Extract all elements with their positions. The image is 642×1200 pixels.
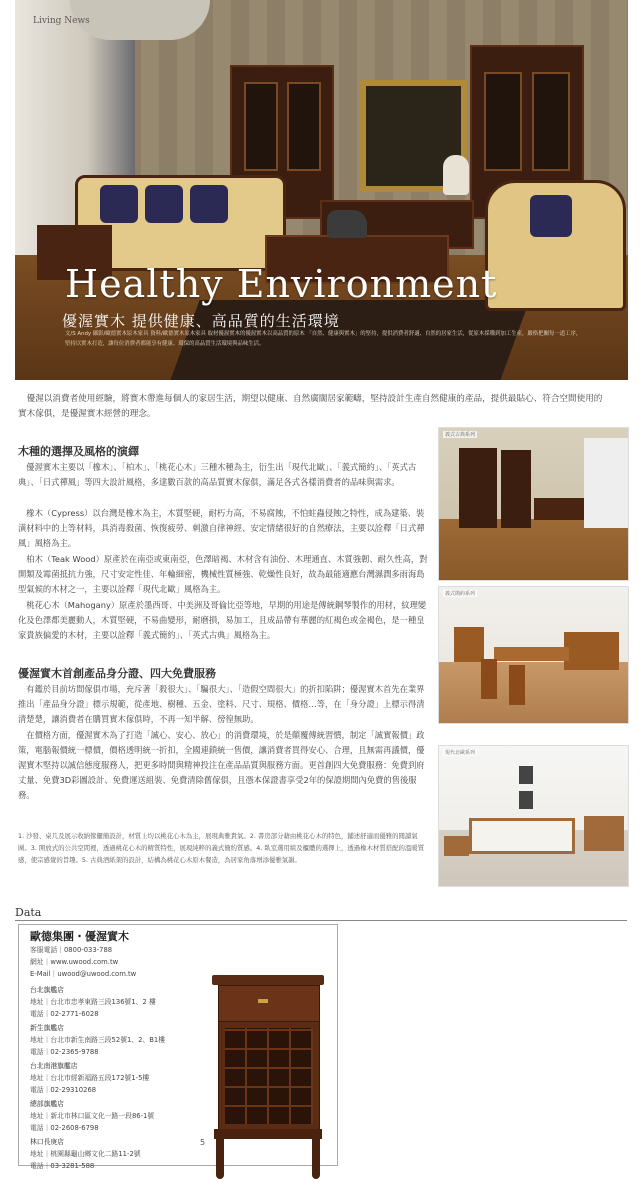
section-heading: 優渥實木首創產品身分證、四大免費服務 [18, 667, 216, 680]
photo-captions: 1. 沙發、桌几及展示收納傢儷簡設計，材質上均以桃花心木為主，展現典雅貴氣。2. 書房部分藉由桃花心木的特色，鋪述舒適而優雅的閱讀氣圍。3. 開放式的公共空間裡，透過桃花心木的精質特性，展現純粹的義式簡約質感。4. 臥室選用組及櫃體的選擇上，透過橡木材質搭配的溫暖質感，使宗感覺的旨趣。5. 古典酒紙架的設計，結構為桃花心木原木餐造，為居家角落增添優雅氣韻。 [18, 832, 425, 864]
store-phone: 電話｜02-29310268 [30, 1086, 97, 1094]
paragraph: 優渥實木主要以「橡木」、「柏木」、「桃花心木」三種木種為主，衍生出「現代北歐」、「義式簡約」、「英式古典」、「日式禪風」等四大設計風格，多達數百款的高品質實木傢俱，滿足各式各樣消費者的品味與需求。 [18, 462, 417, 487]
store-name: 總部旗艦店 [30, 1100, 64, 1108]
section-label: Living News [33, 16, 90, 26]
paragraph: 在價格方面，優渥實木為了打造「誠心、安心、放心」的消費環境，於是顛覆傳統習慣，制定「誠實報價」政策，電腦報價統一標價，價格透明統一折扣，全國連鎖統一售價，讓消費者買得安心、合理，且無需再議價，優渥實木堅持以誠信態度服務人，把更多時間與精神投注在產品品質與服務方面。更首創四大免費服務：免費到府丈量、免費3D彩圖設計、免費運送組裝、免費清除舊傢俱，且憑本保證書享受2年的保證期間內免費的售後服務。 [18, 730, 425, 800]
intro-paragraph: 優渥以消費者使用經驗，將實木帶進每個人的家居生活，期望以健康、自然廣闊居家範疇，堅持設計生產自然健康的產品，提供最貼心、符合空間使用的實木傢俱，是優渥實木經營的理念。 [18, 394, 603, 419]
cushion [145, 185, 183, 223]
cushion [530, 195, 572, 237]
paragraph: 桃花心木（Mahogany）原產於墨西哥、中美洲及哥倫比亞等地，早期的用途是傳統鋼琴製作的用材，紋理變化及色澤都美麗動人，木質堅硬，不易曲變形，耐磨損，易加工，且成品帶有華麗的紅褐色或金褐色，是一種皇家貴族偏愛的木材，主要以詮釋「義式簡約」、「英式古典」風格為主。 [18, 600, 427, 640]
store-name: 台北旗艦店 [30, 986, 64, 994]
cushion [190, 185, 228, 223]
section-heading: 木種的選擇及風格的演繹 [18, 445, 139, 458]
store-name: 林口長庚店 [30, 1138, 64, 1146]
paragraph: 柏木（Teak Wood）原產於在南亞或東南亞，色澤暗褐、木材含有油份、木理通直、木質強韌、耐久性高，對開類及霉菌抵抗力強，尺寸安定性佳、年輪細密，機械性質極強、乾燥性良好，故為最能適應台灣濕潤多雨海島型氣候的木材之一，主要以詮釋「現代北歐」風格為主。 [18, 554, 428, 594]
bust-statue [443, 155, 469, 195]
paragraph: 橡木（Cypress）以台灣是橡木為主，木質堅硬，耐朽力高，不易腐蝕，不怕蛀蟲侵蝕之特性，成為建築、裝潢材料中的上等材料，具消毒殺菌、恢復疲勞、刺激自律神經、安定情緒很好的自然療法，主要以詮釋「日式禪風」風格為主。 [18, 508, 425, 548]
store-phone: 電話｜03-3281-588 [30, 1162, 95, 1170]
divider [15, 920, 627, 921]
store-address: 地址｜新北市林口區文化一路一段86-1號 [30, 1112, 155, 1120]
store-address: 地址｜台北市忠孝東路三段136號1、2 樓 [30, 998, 156, 1006]
contact-phone: 客服電話｜0800-033-788 [30, 946, 113, 954]
page-title: Healthy Environment [65, 262, 498, 306]
photo-caption: 義式簡約系列 [445, 591, 476, 597]
contact-website[interactable]: 網址｜www.uwood.com.tw [30, 958, 119, 966]
page-number: 5 [200, 1138, 206, 1147]
store-name: 台北南港旗艦店 [30, 1062, 78, 1070]
photo-caption: 義式古典系列 [445, 432, 476, 438]
photo-caption: 現代北歐系列 [445, 750, 476, 756]
store-address: 地址｜台北市經新福路五段172號1-5樓 [30, 1074, 150, 1082]
paragraph: 有鑑於目前坊間傢俱市場，充斥著「殺很大」、「騙很大」、「造假空間很大」的折扣陷阱；優渥實木首先在業界推出「產品身分證」標示規範，從產地、樹種、五金、塗料、尺寸、規格、價格…等，在「身分證」上標示得清清楚楚，讓消費者在購買實木傢俱時，不再一知半解、徬徨無助。 [18, 684, 425, 724]
photo-bedroom [438, 745, 629, 887]
data-label: Data [15, 906, 42, 919]
photo-study-room [438, 427, 629, 581]
store-address: 地址｜台北市新生南路三段52號1、2、B1樓 [30, 1036, 166, 1044]
store-phone: 電話｜02-2365-9788 [30, 1048, 99, 1056]
hero-credits: 文/S Andy 攝影/歐德實木原木家具 資料/歐德實木原木家具 取材優渥實木的優渥實木以高品質的原木 「自然、健康與實木」的堅持，提供消費者舒適、自然的居家生活，從原木採購到加工生產，嚴格把關每一道工序，堅持以實木打造，讓每位消費者都能享有健康、環保的高品質生活環境與品味生活。 [65, 331, 582, 347]
curtain-valance [70, 0, 210, 40]
page-subtitle: 優渥實木 提供健康、高品質的生活環境 [62, 312, 340, 330]
store-address: 地址｜桃園縣龜山鄉文化二路11-2號 [30, 1150, 141, 1158]
contact-email[interactable]: E-Mail｜uwood@uwood.com.tw [30, 970, 137, 978]
store-phone: 電話｜02-2608-6798 [30, 1124, 99, 1132]
lion-sculpture [327, 210, 367, 238]
store-name: 新生旗艦店 [30, 1024, 64, 1032]
company-name: 歐德集團・優渥實木 [30, 930, 129, 943]
wine-cabinet-photo [212, 975, 327, 1185]
store-phone: 電話｜02-2771-6028 [30, 1010, 99, 1018]
photo-dining-room [438, 586, 629, 724]
cushion [100, 185, 138, 223]
